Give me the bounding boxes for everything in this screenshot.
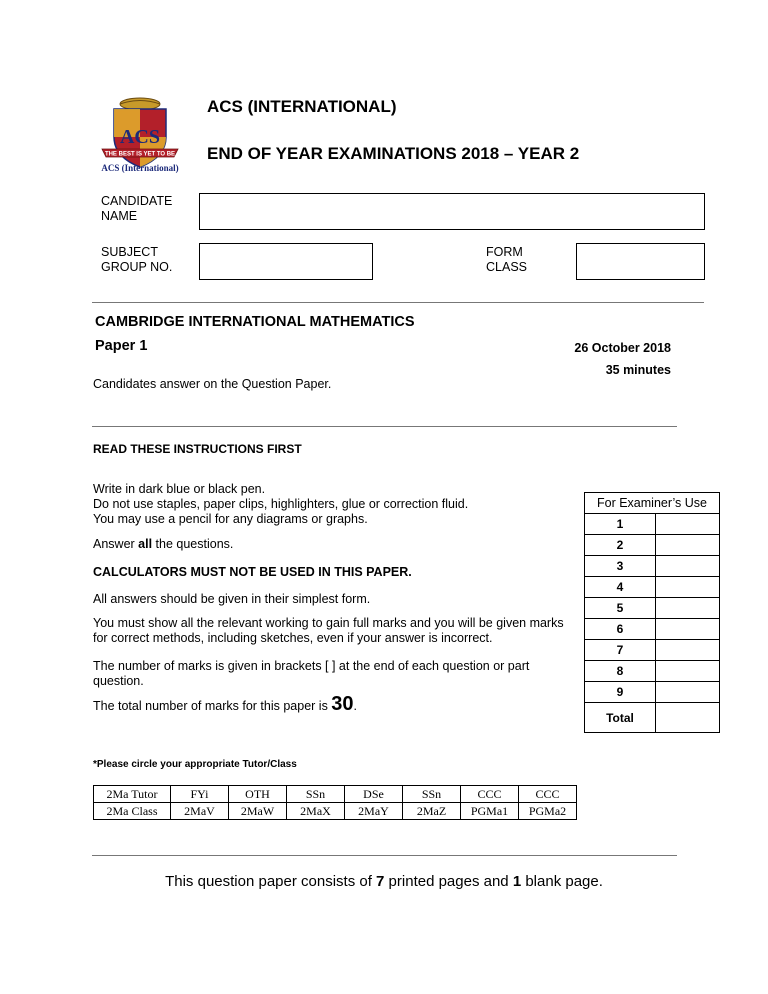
question-number: 8 bbox=[585, 661, 656, 682]
exam-date: 26 October 2018 bbox=[574, 341, 671, 355]
page-count-note: This question paper consists of 7 printed pages and 1 blank page. bbox=[165, 873, 603, 890]
candidates-note: Candidates answer on the Question Paper. bbox=[93, 377, 332, 391]
class-option[interactable]: PGMa1 bbox=[461, 803, 519, 820]
divider bbox=[92, 426, 677, 427]
simplest-form-instruction: All answers should be given in their simplest form. bbox=[93, 592, 371, 606]
class-option[interactable]: PGMa2 bbox=[519, 803, 577, 820]
instructions-heading: READ THESE INSTRUCTIONS FIRST bbox=[93, 442, 302, 456]
exam-title: END OF YEAR EXAMINATIONS 2018 – YEAR 2 bbox=[207, 144, 580, 163]
tutor-class-table bbox=[93, 785, 577, 820]
working-instruction: You must show all the relevant working to gain full marks and you will be given marks for correct methods, including sketches, even if your answer is incorrect. bbox=[93, 616, 564, 645]
subject-group-field[interactable] bbox=[199, 243, 373, 280]
tutor-row-label: 2Ma Tutor bbox=[94, 786, 171, 803]
mark-cell[interactable] bbox=[656, 661, 720, 682]
question-number: 3 bbox=[585, 556, 656, 577]
subject-title: CAMBRIDGE INTERNATIONAL MATHEMATICS bbox=[95, 314, 415, 330]
examiner-heading: For Examiner’s Use bbox=[585, 493, 720, 514]
question-number: 1 bbox=[585, 514, 656, 535]
divider bbox=[92, 302, 704, 303]
marks-instruction: The number of marks is given in brackets [ ] at the end of each question or part question. bbox=[93, 659, 530, 688]
class-option[interactable]: 2MaV bbox=[171, 803, 229, 820]
exam-duration: 35 minutes bbox=[605, 363, 671, 377]
crest-caption: ACS (International) bbox=[101, 163, 179, 173]
tutor-option[interactable]: CCC bbox=[519, 786, 577, 803]
tutor-option[interactable]: SSn bbox=[287, 786, 345, 803]
school-name: ACS (INTERNATIONAL) bbox=[207, 97, 397, 116]
total-marks-instruction: The total number of marks for this paper is 30. bbox=[93, 693, 358, 715]
tutor-option[interactable]: OTH bbox=[229, 786, 287, 803]
tutor-option[interactable]: DSe bbox=[345, 786, 403, 803]
pen-instructions: Write in dark blue or black pen. Do not use staples, paper clips, highlighters, glue or correction fluid. You may use a pencil for any diagrams or graphs. bbox=[93, 482, 469, 526]
mark-cell[interactable] bbox=[656, 577, 720, 598]
divider bbox=[92, 855, 677, 856]
mark-cell[interactable] bbox=[656, 682, 720, 703]
class-option[interactable]: 2MaX bbox=[287, 803, 345, 820]
class-option[interactable]: 2MaZ bbox=[403, 803, 461, 820]
mark-cell[interactable] bbox=[656, 556, 720, 577]
mark-cell[interactable] bbox=[656, 598, 720, 619]
answer-instruction: Answer all the questions. bbox=[93, 537, 234, 551]
subject-group-label: SUBJECT GROUP NO. bbox=[101, 245, 173, 274]
mark-cell[interactable] bbox=[656, 619, 720, 640]
paper-number: Paper 1 bbox=[95, 338, 148, 354]
mark-cell[interactable] bbox=[656, 514, 720, 535]
candidate-name-label: CANDIDATE NAME bbox=[101, 194, 173, 223]
tutor-option[interactable]: SSn bbox=[403, 786, 461, 803]
class-option[interactable]: 2MaW bbox=[229, 803, 287, 820]
mark-cell[interactable] bbox=[656, 640, 720, 661]
class-row-label: 2Ma Class bbox=[94, 803, 171, 820]
school-crest-icon bbox=[100, 95, 180, 173]
class-option[interactable]: 2MaY bbox=[345, 803, 403, 820]
question-number: 2 bbox=[585, 535, 656, 556]
mark-cell[interactable] bbox=[656, 535, 720, 556]
question-number: 5 bbox=[585, 598, 656, 619]
crest-letters: ACS bbox=[119, 126, 161, 148]
crest-motto: THE BEST IS YET TO BE bbox=[104, 151, 176, 158]
question-number: 4 bbox=[585, 577, 656, 598]
form-class-field[interactable] bbox=[576, 243, 705, 280]
tutor-option[interactable]: FYi bbox=[171, 786, 229, 803]
tutor-class-heading: *Please circle your appropriate Tutor/Class bbox=[93, 759, 297, 770]
calculator-instruction: CALCULATORS MUST NOT BE USED IN THIS PAPER. bbox=[93, 565, 412, 579]
question-number: 7 bbox=[585, 640, 656, 661]
question-number: 6 bbox=[585, 619, 656, 640]
candidate-name-field[interactable] bbox=[199, 193, 705, 230]
examiner-use-table bbox=[584, 492, 720, 733]
question-number: 9 bbox=[585, 682, 656, 703]
form-class-label: FORM CLASS bbox=[486, 245, 527, 274]
total-label: Total bbox=[585, 703, 656, 733]
total-mark-cell[interactable] bbox=[656, 703, 720, 733]
tutor-option[interactable]: CCC bbox=[461, 786, 519, 803]
